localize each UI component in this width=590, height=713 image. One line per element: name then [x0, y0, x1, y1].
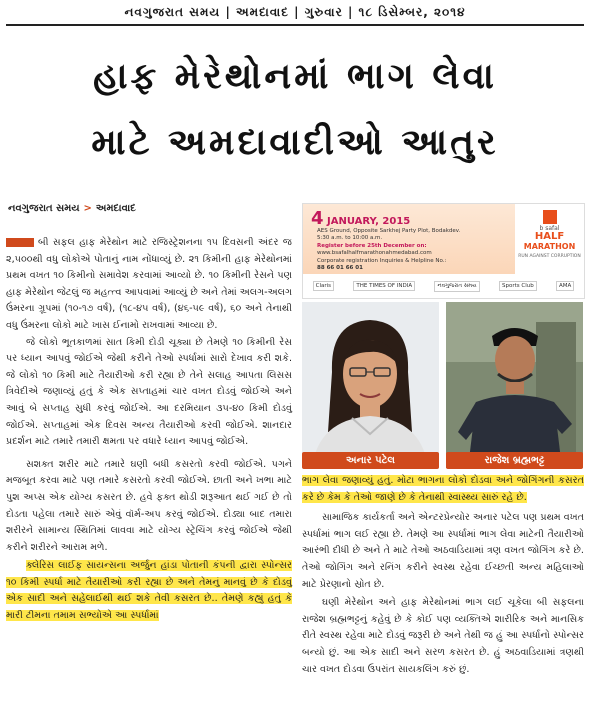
left-column: [6, 235, 292, 625]
article-paragraph: બી સફલ હાફ મેરેથોન માટે રજિસ્ટ્રેશનના ૧૫ દિવસની અંદર જ ૨,૫૦૦થી વધુ લોકોએ પોતાનું નામ નોંધાવ્યું છે. ૨૧ કિમીની હાફ મેરેથોનમાં પ્રથમ વખત ૧૦ કિમીનો સમાવેશ કરવામાં આવ્યો છે. ૧૦ કિમીની રેસને પણ હાફ મેરેથોન જેટલું જ મહત્ત્વ આપવામાં આવ્યું છે અને તેમાં અલગ-અલગ ઉંમરના ગ્રૂપમાં (૧૦-૧૭ વર્ષ), (૧૮-૪૫ વર્ષ), (૪૬-૫૯ વર્ષ), ૬૦ અને તેનાથી વધુ ઉંમરના લોકો માટે ખાસ ઈનામો રાખવામાં આવ્યા છે.: [6, 237, 292, 331]
sponsor-logo: Sports Club: [499, 281, 537, 291]
ad-half: HALF: [534, 231, 565, 242]
lead-marker: [6, 238, 34, 247]
ad-sponsors: [303, 274, 584, 298]
byline: [8, 203, 136, 214]
byline-city: અમદાવાદ: [95, 203, 136, 214]
ad-run-tagline: RUN AGAINST CORRUPTION: [518, 254, 581, 259]
sponsor-logo: AMA: [556, 281, 574, 291]
bsafal-logo-icon: [543, 210, 557, 224]
headline-line-1: હાફ મેરેથોનમાં ભાગ લેવા: [93, 56, 497, 97]
runner-image: [446, 302, 583, 468]
sponsor-logo: THE TIMES OF INDIA: [353, 281, 415, 291]
article-paragraph: સામાજિક કાર્યકર્તા અને એન્ટરપ્રેન્યોર અનાર પટેલ પણ પ્રથમ વખત સ્પર્ધામાં ભાગ લઈ રહ્યા છે. તેમણે આ સ્પર્ધામાં ભાગ લેવા માટેની તૈયારીઓ આરંભી દીધી છે અને તે માટે તેઓ અઠવાડિયામાં ત્રણ વખત જોગિંગ કરે છે. તેઓ જોગિંગ અને રનિંગ કરીને સ્વસ્થ રહેવા ઈચ્છતી અન્ય મહિલાઓ માટે પ્રેરણાનો સ્રોત છે.: [302, 512, 584, 590]
headline-line-2: માટે અમદાવાદીઓ આતુર: [91, 122, 499, 163]
sponsor-logo: Claris: [313, 281, 334, 291]
sponsor-logo: નવગુજરાત સમય: [434, 281, 479, 292]
article-paragraph: જે લોકો ભૂતકાળમાં સાત કિમી દોડી ચૂક્યા છે તેમણે ૧૦ કિમીની રેસ પર ધ્યાન આપવું જોઈએ જેથી કરીને તેઓ સ્પર્ધામાં સારો દેખાવ કરી શકે. જે લોકો ૧૦ કિમી માટે તૈયારીઓ કરી રહ્યા છે તેને સલાહ આપતા લિસસ ત્રિવેદીએ જણાવ્યું હતું કે એક સપ્તાહમાં ચાર વખત દોડવું જોઈએ અને આવું બે સપ્તાહ સુધી કરવું જોઈએ. આ દરમિયાન ૩૫-૪૦ કિમી દોડવું જોઈએ. સપ્તાહમાં એક દિવસ અન્ય તૈયારીઓ કરવી જોઈએ. શાનદાર પ્રદર્શન માટે તમારે તમારી ક્ષમતા પર વધારે ધ્યાન આપવું જોઈએ.: [6, 336, 292, 448]
ad-phone: 88 66 01 66 01: [317, 265, 363, 271]
marathon-advertisement: [302, 203, 585, 299]
masthead-rule: [6, 24, 584, 26]
ad-corporate: Corporate registration Inquiries & Helpline No.:: [317, 258, 447, 264]
portrait-image: [302, 302, 439, 468]
caption-anar-patel: અનાર પટેલ: [302, 452, 439, 469]
ad-register: Register before 25th December on:: [317, 243, 427, 249]
photo-rajesh-brahmbhatt: [446, 302, 583, 468]
right-column: [302, 473, 584, 678]
ad-marathon: MARATHON: [523, 242, 576, 251]
ad-brand-small: b safal: [539, 225, 560, 232]
ad-date: 4 JANUARY, 2015: [311, 208, 411, 229]
article-paragraph-highlighted: ક્લેરિસ લાઈફ સાયન્સના અર્જુન હાંડા પોતાની કંપની દ્વારા સ્પોન્સર ૧૦ કિમી સ્પર્ધા માટે તૈયારીઓ કરી રહ્યા છે અને તેમનું માનવું છે કે દોડવું એક સાદી અને સહેલાઈથી થઈ શકે તેવી કસરત છે.. તેમણે કહ્યું હતું કે મારી ટીમના તમામ સભ્યોએ આ સ્પર્ધામાં: [6, 560, 292, 622]
ad-event-details: [303, 204, 515, 274]
caption-rajesh-brahmbhatt: રાજેશ બ્રહ્મભટ્ટ: [446, 452, 583, 469]
byline-paper: નવગુજરાત સમય: [8, 203, 80, 214]
ad-time: 5:30 a.m. to 10:00 a.m.: [317, 235, 383, 241]
ad-website: www.bsafalhalfmarathonahmedabad.com: [317, 250, 432, 256]
article-paragraph-highlighted: ભાગ લેવા જણાવ્યું હતું. મોટા ભાગના લોકો દોડવા અને જોગિંગની કસરત કરે છે કેમ કે તેઓ જાણે છે કે તેનાથી સ્વાસ્થ્ય સારું રહે છે.: [302, 475, 584, 503]
article-paragraph: ઘણી મેરેથોન અને હાફ મેરેથોનમાં ભાગ લઈ ચૂકેલા બી સફલના રાજેશ બ્રહ્મભટ્ટનું કહેવું છે કે કોઈ પણ વ્યક્તિએ શારીરિક અને માનસિક રીતે સ્વસ્થ રહેવા માટે દોડવું જરૂરી છે અને તેથી જ હું આ સ્પર્ધાનો સ્પોન્સર બન્યો છું. આ એક સાદી અને સરળ કસરત છે. હું અઠવાડિયામાં ત્રણથી ચાર વખત દોડવા ઉપરાંત સાયકલિંગ કરું છું.: [302, 597, 584, 675]
article-paragraph: સશક્ત શરીર માટે તમારે ઘણી બધી કસરતો કરવી જોઈએ. પગને મજબૂત કરવા માટે પણ તમારે કસરતો કરવી જોઈએ. છાતી અને ખભા માટે પુશ અપ્સ એક યોગ્ય કસરત છે. હવે ફક્ત થોડી શરૂઆત થઈ ગઈ છે તો દોડતા પહેલા તમારે સારું એવું વૉર્મ-અપ કરવું જોઈએ. દોડ્યા બાદ તમારા શરીરને સામાન્ય સ્થિતિમાં લાવવા માટે યોગ્ય સ્ટ્રેચિંગ કરવું જોઈએ જેથી કરીને શરીરને આરામ મળે.: [6, 458, 292, 553]
masthead: નવગુજરાત સમય | અમદાવાદ | ગુરુવાર | ૧૮ ડિસેમ્બર, ૨૦૧૪: [124, 5, 466, 19]
photo-anar-patel: [302, 302, 439, 468]
byline-arrow-icon: >: [83, 203, 92, 214]
ad-brand: [515, 204, 584, 274]
ad-venue: AES Ground, Opposite Sarkhej Party Plot, Bodakdev.: [317, 228, 461, 234]
